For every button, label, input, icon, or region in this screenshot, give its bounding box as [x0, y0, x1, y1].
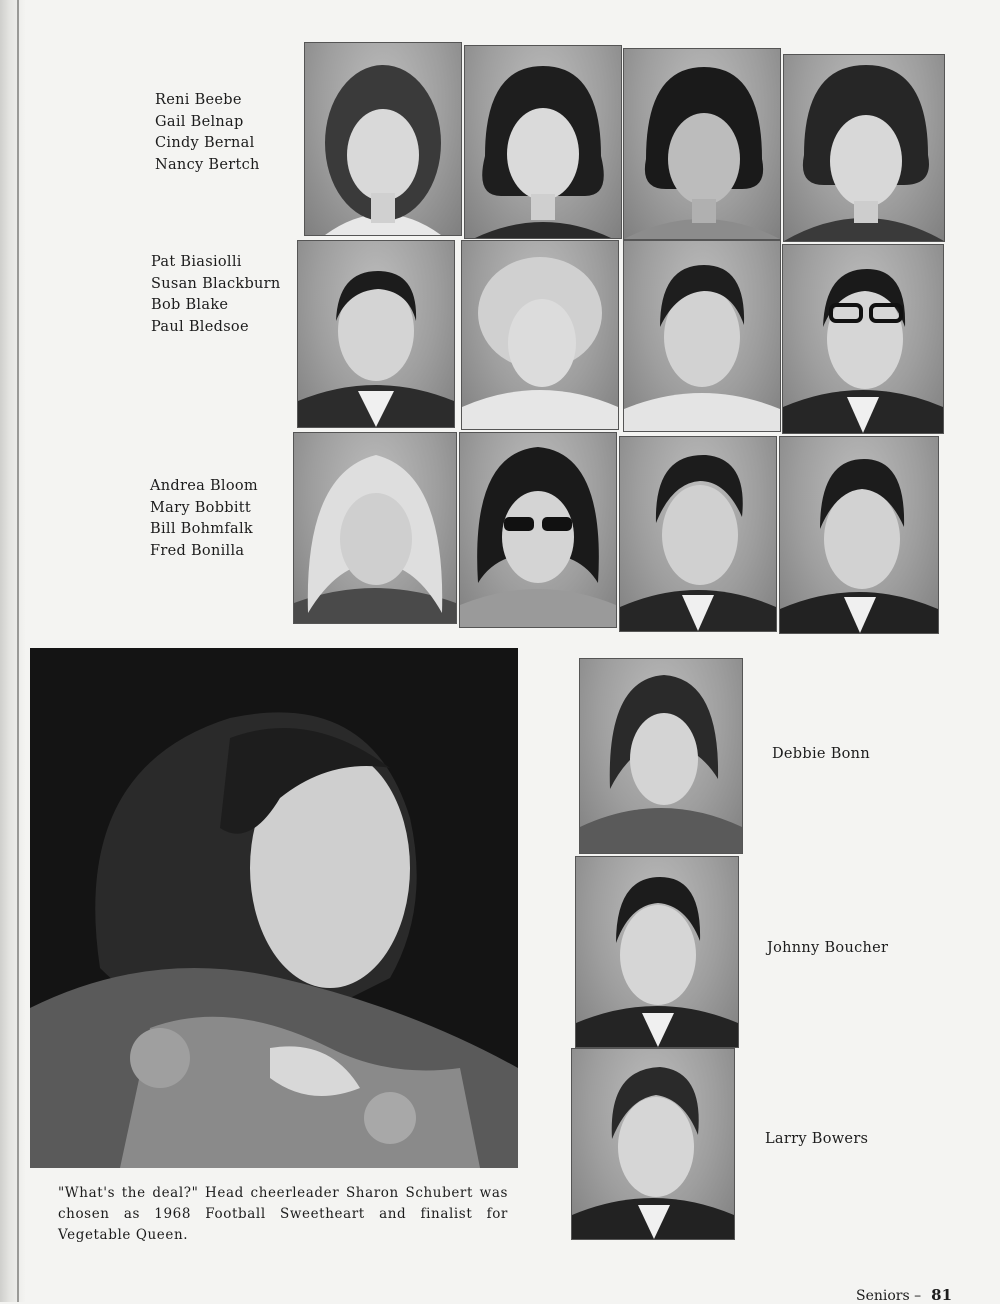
page-binding	[0, 0, 26, 1302]
name-label: Mary Bobbitt	[150, 499, 252, 516]
section-label: Seniors –	[856, 1288, 922, 1304]
portrait-photo	[782, 244, 944, 434]
portrait-photo	[619, 436, 777, 632]
portrait-photo	[304, 42, 462, 236]
portrait-photo	[571, 1048, 735, 1240]
name-label: Andrea Bloom	[150, 478, 258, 494]
portrait-photo	[623, 240, 781, 432]
name-label: Bill Bohmfalk	[150, 521, 253, 537]
candid-photo-cheerleader	[30, 648, 518, 1168]
portrait-photo	[293, 432, 457, 624]
portrait-photo	[575, 856, 739, 1048]
portrait-photo	[464, 45, 622, 239]
portrait-photo	[461, 240, 619, 430]
name-label: Gail Belnap	[155, 113, 244, 130]
name-label: Paul Bledsoe	[151, 318, 249, 335]
name-label: Pat Biasiolli	[151, 254, 242, 270]
name-label: Nancy Bertch	[155, 156, 260, 173]
name-label: Fred Bonilla	[150, 542, 245, 559]
name-label: Debbie Bonn	[772, 746, 870, 762]
row-2-names	[151, 252, 281, 338]
portrait-photo	[297, 240, 455, 428]
name-label: Cindy Bernal	[155, 135, 255, 151]
row-3-names	[150, 476, 258, 562]
portrait-photo	[579, 658, 743, 854]
photo-caption: "What's the deal?" Head cheerleader Sharon Schubert was chosen as 1968 Football Sweetheart and finalist for Vegetable Queen.	[58, 1185, 508, 1243]
portrait-photo	[623, 48, 781, 240]
name-label: Susan Blackburn	[151, 275, 281, 292]
portrait-photo	[783, 54, 945, 242]
name-label: Reni Beebe	[155, 92, 242, 108]
name-label: Johnny Boucher	[767, 940, 889, 956]
name-label: Bob Blake	[151, 297, 229, 313]
portrait-photo	[459, 432, 617, 628]
row-1-names	[155, 90, 260, 176]
page-footer	[856, 1286, 952, 1304]
page-number: 81	[931, 1286, 953, 1304]
name-label: Larry Bowers	[765, 1131, 869, 1147]
binding-edge	[17, 0, 19, 1302]
portrait-photo	[779, 436, 939, 634]
